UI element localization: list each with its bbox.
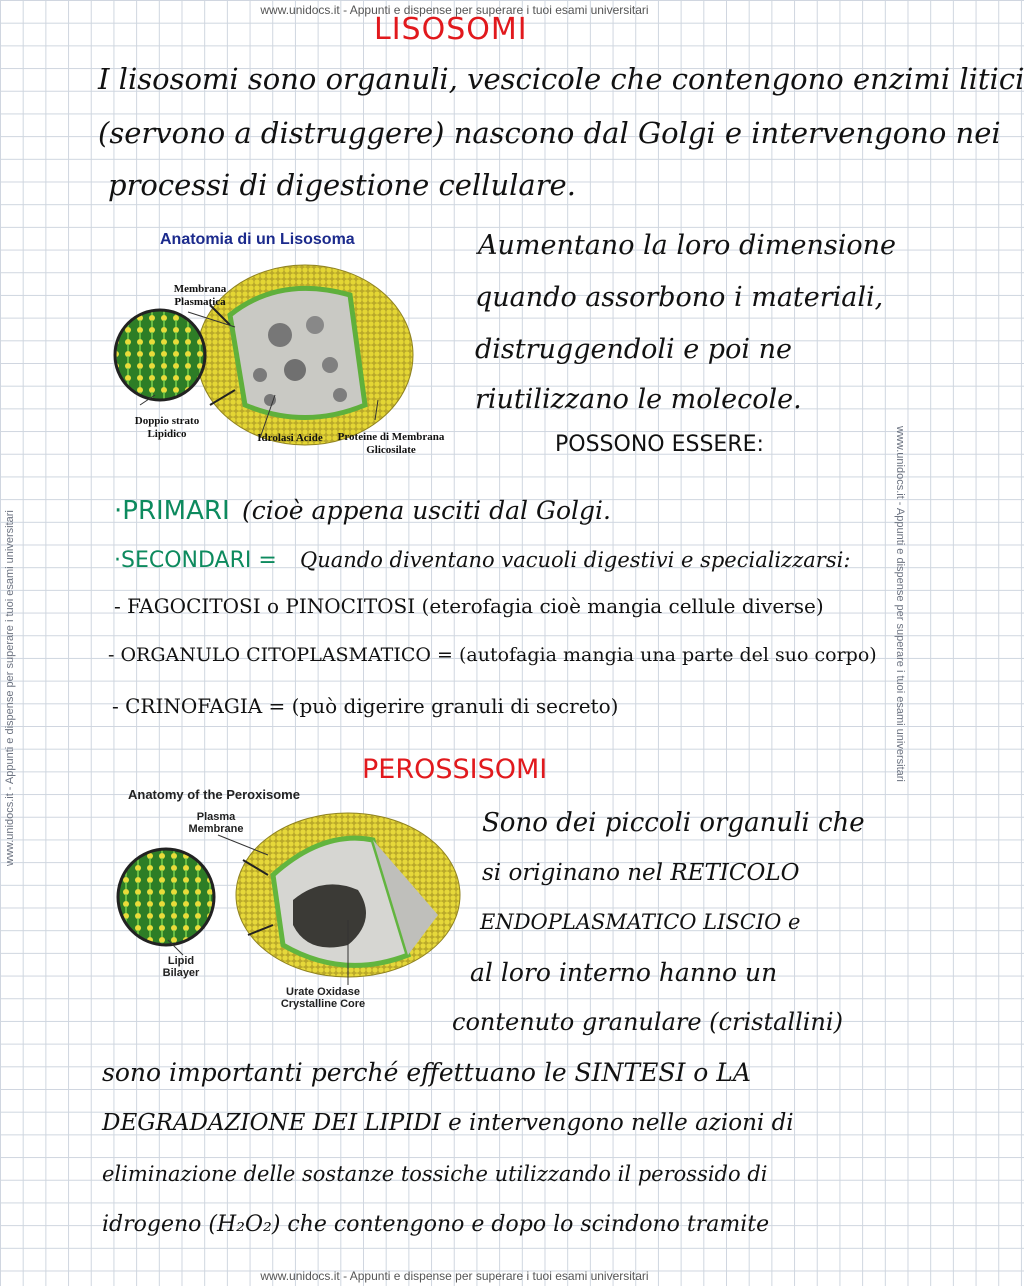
perossisomi-body-line-2: DEGRADAZIONE DEI LIPIDI e intervengono nelle azioni di <box>102 1110 794 1136</box>
lisosomi-side-line-2: quando assorbono i materiali, <box>475 282 884 313</box>
lisosomi-title: LISOSOMI <box>374 12 528 47</box>
peroxisome-core <box>293 884 366 947</box>
lisosomi-side-line-1: Aumentano la loro dimensione <box>478 230 896 261</box>
watermark-right: www.unidocs.it - Appunti e dispense per superare i tuoi esami universitari <box>894 426 906 782</box>
possono-essere: POSSONO ESSERE: <box>555 432 764 457</box>
lisosomi-intro-line-3: processi di digestione cellulare. <box>108 168 576 202</box>
perossisomi-side-line-1: Sono dei piccoli organuli che <box>482 808 865 838</box>
peroxisome-label-core: Urate Oxidase Crystalline Core <box>280 986 366 1010</box>
secondari-text: Quando diventano vacuoli digestivi e specializzarsi: <box>300 548 851 572</box>
perossisomi-side-line-4: al loro interno hanno un <box>470 958 778 987</box>
secondari-label: ·SECONDARI = <box>114 548 277 573</box>
lisosomi-intro-line-2: (servono a distruggere) nascono dal Golgi e intervengono nei <box>98 116 1001 150</box>
primari-label: ·PRIMARI <box>114 496 230 526</box>
peroxisome-label-membrane: Plasma Membrane <box>188 811 244 835</box>
lisosoma-bilayer-inset <box>115 310 205 400</box>
watermark-bottom: www.unidocs.it - Appunti e dispense per superare i tuoi esami universitari <box>260 1269 649 1283</box>
perossisomi-body-line-1: sono importanti perché effettuano le SINTESI o LA <box>102 1058 751 1087</box>
lisosomi-side-line-4: riutilizzano le molecole. <box>475 384 802 415</box>
lisosoma-label-hydrolase: Idrolasi Acide <box>257 432 323 444</box>
peroxisome-label-bilayer: Lipid Bilayer <box>162 955 200 979</box>
lisosoma-figure-title: Anatomia di un Lisosoma <box>160 231 355 248</box>
lisosomi-list-item-1: - FAGOCITOSI o PINOCITOSI (eterofagia cioè mangia cellule diverse) <box>114 594 824 618</box>
primari-text: (cioè appena usciti dal Golgi. <box>242 496 611 525</box>
lisosoma-label-bilayer: Doppio strato Lipidico <box>134 415 200 440</box>
lisosomi-side-line-3: distruggendoli e poi ne <box>475 334 792 365</box>
perossisomi-body-line-3: eliminazione delle sostanze tossiche utilizzando il perossido di <box>102 1162 768 1186</box>
perossisomi-side-line-2: si originano nel RETICOLO <box>482 860 800 886</box>
perossisomi-title: PEROSSISOMI <box>362 754 548 785</box>
perossisomi-body-line-4: idrogeno (H₂O₂) che contengono e dopo lo scindono tramite <box>102 1212 770 1237</box>
perossisomi-side-line-5: contenuto granulare (cristallini) <box>452 1008 843 1036</box>
lisosomi-list-item-2: - ORGANULO CITOPLASMATICO = (autofagia mangia una parte del suo corpo) <box>108 644 877 666</box>
lisosoma-label-membrane: Membrana Plasmatica <box>173 283 227 308</box>
watermark-left: www.unidocs.it - Appunti e dispense per superare i tuoi esami universitari <box>4 510 16 866</box>
lisosomi-intro-line-1: I lisosomi sono organuli, vescicole che contengono enzimi litici <box>98 62 1024 96</box>
peroxisome-bilayer-inset <box>118 849 214 945</box>
lisosoma-label-proteins: Proteine di Membrana Glicosilate <box>337 431 445 456</box>
peroxisome-figure-title: Anatomy of the Peroxisome <box>128 787 300 802</box>
perossisomi-side-line-3: ENDOPLASMATICO LISCIO e <box>480 910 801 934</box>
lisosomi-list-item-3: - CRINOFAGIA = (può digerire granuli di secreto) <box>112 694 619 718</box>
watermark-top: www.unidocs.it - Appunti e dispense per superare i tuoi esami universitari <box>260 3 649 17</box>
